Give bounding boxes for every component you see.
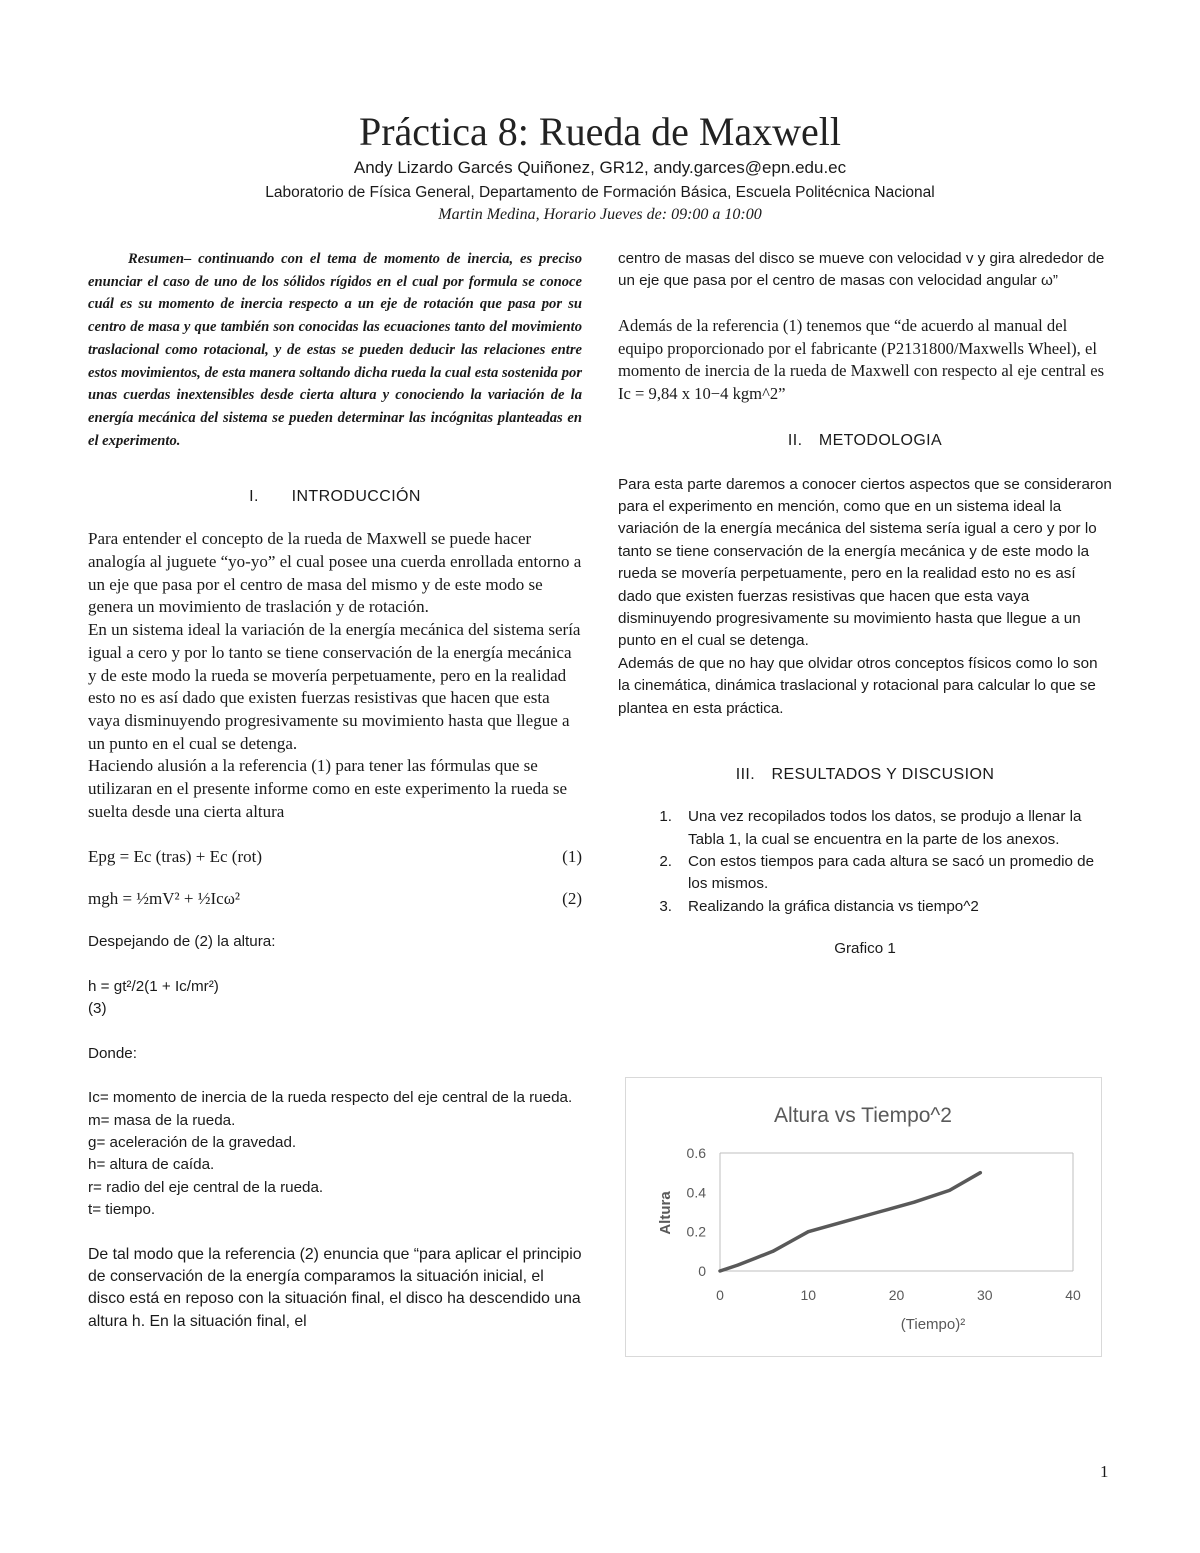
section-heading-resultados: III. RESULTADOS Y DISCUSION [735,766,995,784]
chart-container [625,1077,1102,1357]
chart-data-point [913,1201,916,1204]
section-heading-metodologia: II. METODOLOGIA [787,431,943,449]
equation-3-number: (3) [88,1000,107,1018]
abstract-label: Resumen [128,251,184,267]
intro-paragraph-2: En un sistema ideal la variación de la energía mecánica del sistema sería igual a cero y por lo tanto se tiene conservación de la energía mecánica y de este modo la rueda se movería perpetuamente, pero en la realidad esto no es así dado que existen fuerzas resistivas que hacen que esta vaya disminuyendo progresivamente su movimiento hasta que llegue a un punto en el cual se detenga. [88,620,581,753]
intro-paragraph-1: Para entender el concepto de la rueda de Maxwell se puede hacer analogía al juguete “yo-yo” el cual posee una cuerda enrollada entorno a un eje que pasa por el centro de masa del mismo y de este modo se genera un movimiento de traslación y de rotación. [88,529,582,617]
definition-item: h= altura de caída. [88,1156,215,1174]
chart-data-point [754,1257,757,1260]
figure-caption: Grafico 1 [834,940,896,958]
chart-data-point [719,1270,722,1273]
section-heading-introduccion: I. INTRODUCCIÓN [249,488,421,506]
chart-y-tick-label: 0.4 [686,1184,706,1201]
equation-2-number: (2) [562,889,582,909]
results-list [618,806,1112,918]
list-item-text: Una vez recopilados todos los datos, se produjo a llenar la Tabla 1, la cual se encuentra en la parte de los anexos. [688,808,1082,848]
list-item [618,896,1112,918]
page-number: 1 [1100,1462,1109,1481]
right-paragraph-2: Además de la referencia (1) tenemos que “de acuerdo al manual del equipo proporcionado por el fabricante (P2131800/Maxwells Wheel), el momento de inercia de la rueda de Maxwell con respecto al eje central es Ic = 9,84 x 10−4 kgm^2” [618,315,1105,403]
affiliation-line: Laboratorio de Física General, Departamento de Formación Básica, Escuela Politécnica Nacional [265,184,935,201]
equation-1-body: Epg = Ec (tras) + Ec (rot) [88,847,262,867]
equation-1 [88,847,582,867]
chart-y-tick-label: 0.6 [686,1145,706,1161]
chart-data-point [789,1240,792,1243]
list-item-text: Realizando la gráfica distancia vs tiempo^2 [688,897,979,915]
intro-paragraph-3: Haciendo alusión a la referencia (1) para tener las fórmulas que se utilizaran en el presente informe como en este experimento la rueda se suelta desde una cierta altura [88,756,568,821]
equation-1-number: (1) [562,847,582,867]
chart-y-tick-label: 0.2 [686,1223,706,1240]
chart-series [719,1171,982,1272]
chart-ylabel: Altura [657,1191,674,1235]
chart-data-point [842,1220,845,1223]
intro-paragraph-4: De tal modo que la referencia (2) enuncia que “para aplicar el principio de conservación de la energía comparamos la situación inicial, el disco está en reposo con la situación final, el disco ha descendido una altura h. En la situación final, el [88,1245,582,1330]
chart-xlabel: (Tiempo)² [900,1316,966,1333]
list-item-number: 2. [659,852,672,870]
equation-2-body: mgh = ½mV² + ½Icω² [88,889,240,909]
definitions-list [88,1087,582,1221]
instructor-line: Martin Medina, Horario Jueves de: 09:00 a 10:00 [438,206,762,223]
chart-x-tick-label: 10 [800,1287,817,1303]
chart-series-line [720,1173,980,1271]
where-label: Donde: [88,1044,137,1062]
list-item [618,806,1112,851]
definition-item: m= masa de la rueda. [88,1111,236,1129]
definition-item: r= radio del eje central de la rueda. [88,1178,324,1196]
equation-3-body: h = gt²/2(1 + Ic/mr²) [88,977,219,995]
paper-title: Práctica 8: Rueda de Maxwell [358,109,842,154]
solve-text: Despejando de (2) la altura: [88,933,276,951]
definition-item: t= tiempo. [88,1201,156,1219]
chart-x-tick-label: 30 [976,1287,993,1303]
chart-title: Altura vs Tiempo^2 [774,1104,952,1127]
chart-axes [720,1153,1073,1271]
chart-ticks [687,1145,1081,1303]
altura-vs-tiempo-chart [626,1078,1100,1355]
chart-x-tick-label: 20 [888,1287,905,1303]
chart-y-tick-label: 0 [698,1263,706,1279]
definition-item: g= aceleración de la gravedad. [88,1133,297,1151]
list-item-number: 3. [659,897,672,915]
list-item-text: Con estos tiempos para cada altura se sacó un promedio de los mismos. [688,852,1095,893]
methodology-paragraph-1: Para esta parte daremos a conocer ciertos aspectos que se consideraron para el experimento en mención, como que en un sistema ideal la variación de la energía mecánica del sistema sería igual a cero y por lo tanto se tiene conservación de la energía mecánica y de este modo la rueda se movería perpetuamente, pero en la realidad esto no es así dado que existen fuerzas resistivas que hacen que esta vaya disminuyendo progresivamente su movimiento hasta que llegue a un punto en el cual se detenga. [618,475,1112,650]
list-item-number: 1. [659,808,672,826]
chart-data-point [948,1189,951,1192]
chart-data-point [736,1264,739,1267]
chart-data-point [807,1230,810,1233]
chart-data-point [979,1171,982,1174]
abstract-text: – continuando con el tema de momento de inercia, es preciso enunciar el caso de uno de los sólidos rígidos en el cual por formula se conoce cuál es su momento de inercia respecto a un eje de rotación que pasa por su centro de masa y que también son conocidas las ecuaciones tanto del movimiento traslacional como rotacional, y de estas se pueden deducir las relaciones entre estos movimientos, de esta manera soltando dicha rueda la cual esta sostenida por unas cuerdas inextensibles desde cierta altura y conociendo la variación de la energía mecánica del sistema se pueden determinar las incógnitas planteadas en el experimento. [88,251,582,449]
abstract [88,248,582,452]
chart-data-point [877,1211,880,1214]
equation-2 [88,889,582,909]
authors-line: Andy Lizardo Garcés Quiñonez, GR12, andy.garces@epn.edu.ec [353,158,847,177]
right-paragraph-1: centro de masas del disco se mueve con velocidad v y gira alrededor de un eje que pasa por el centro de masas con velocidad angular ω” [618,250,1105,290]
methodology-paragraph-2: Además de que no hay que olvidar otros conceptos físicos como lo son la cinemática, dinámica traslacional y rotacional para calcular lo que se plantea en esta práctica. [618,654,1098,717]
definition-item: Ic= momento de inercia de la rueda respecto del eje central de la rueda. [88,1089,573,1107]
chart-data-point [771,1250,774,1253]
left-column [88,248,582,1333]
right-column [618,248,1112,972]
list-item [618,851,1112,896]
chart-x-tick-label: 40 [1065,1287,1081,1303]
chart-x-tick-label: 0 [716,1287,724,1303]
